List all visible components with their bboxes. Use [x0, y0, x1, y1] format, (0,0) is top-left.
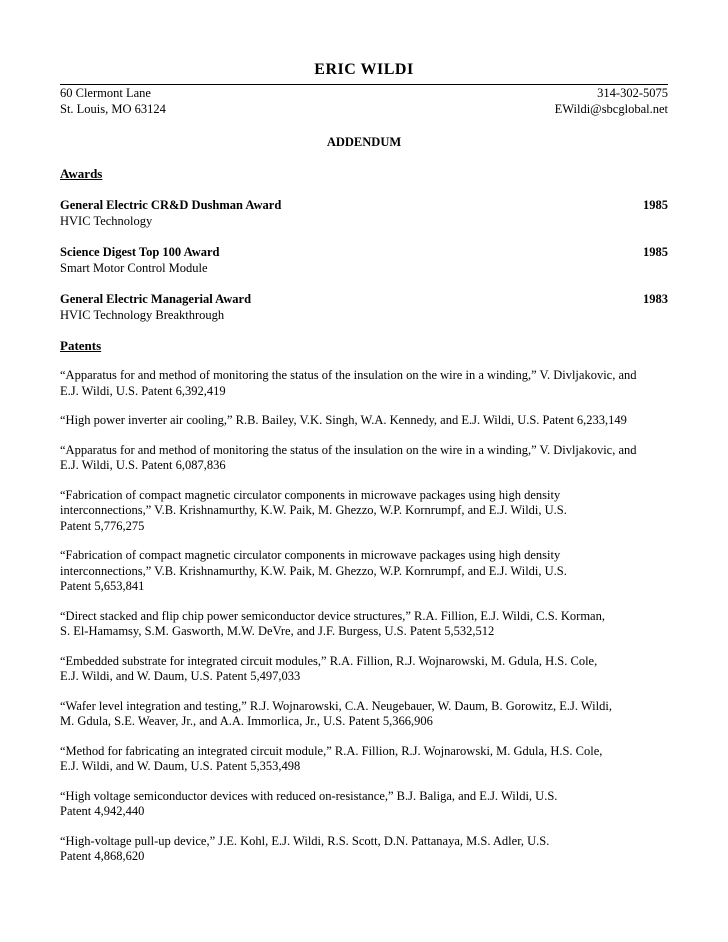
patent-text-line: “Apparatus for and method of monitoring the status of the insulation on the wire in a winding,” V. Divljakovic, and — [60, 442, 637, 457]
award-item — [60, 197, 668, 229]
patent-text-line: Patent 5,653,841 — [60, 579, 145, 593]
applicant-name: ERIC WILDI — [314, 61, 414, 78]
award-item — [60, 291, 668, 323]
patent-entry — [60, 443, 668, 474]
patent-entry — [60, 699, 668, 730]
patent-entry — [60, 609, 668, 640]
patents-section-title: Patents — [60, 338, 102, 353]
award-name: General Electric CR&D Dushman Award — [60, 198, 282, 212]
patent-text-line: M. Gdula, S.E. Weaver, Jr., and A.A. Immorlica, Jr., U.S. Patent 5,366,906 — [60, 714, 433, 728]
patent-text-line: “High voltage semiconductor devices with reduced on-resistance,” B.J. Baliga, and E.J. Wildi, U.S. — [60, 788, 558, 803]
patent-text-line: E.J. Wildi, U.S. Patent 6,392,419 — [60, 383, 226, 398]
contact-row-1 — [60, 85, 668, 101]
patent-text-line: “High power inverter air cooling,” R.B. Bailey, V.K. Singh, W.A. Kennedy, and E.J. Wildi, U.S. Patent 6,233,149 — [60, 413, 627, 427]
patent-entry — [60, 413, 668, 429]
patent-text-line: interconnections,” V.B. Krishnamurthy, K.W. Paik, M. Ghezzo, W.P. Kornrumpf, and E.J. Wildi, U.S. — [60, 563, 567, 578]
patent-text-line: E.J. Wildi, and W. Daum, U.S. Patent 5,353,498 — [60, 759, 301, 773]
patent-text-line: Patent 5,776,275 — [60, 518, 145, 533]
award-year: 1985 — [643, 198, 668, 212]
patent-text-line: “High-voltage pull-up device,” J.E. Kohl, E.J. Wildi, R.S. Scott, D.N. Pattanaya, M.S. Adler, U.S. — [60, 833, 550, 848]
award-description: HVIC Technology — [60, 214, 153, 228]
resume-page — [60, 60, 668, 865]
award-description: HVIC Technology Breakthrough — [60, 308, 225, 322]
award-item — [60, 244, 668, 276]
patent-text-line: “Apparatus for and method of monitoring the status of the insulation on the wire in a winding,” V. Divljakovic, and — [60, 368, 637, 382]
patent-text-line: “Method for fabricating an integrated circuit module,” R.A. Fillion, R.J. Wojnarowski, M. Gdula, H.S. Cole, — [60, 743, 603, 758]
award-name: General Electric Managerial Award — [60, 292, 252, 306]
awards-section-title: Awards — [60, 166, 103, 181]
patent-text-line: interconnections,” V.B. Krishnamurthy, K.W. Paik, M. Ghezzo, W.P. Kornrumpf, and E.J. Wildi, U.S. — [60, 503, 567, 517]
award-header — [60, 291, 668, 307]
contact-row-2 — [60, 101, 668, 117]
address-line-1: 60 Clermont Lane — [60, 86, 151, 100]
patent-entry — [60, 488, 668, 535]
patent-entry — [60, 548, 668, 595]
award-description: Smart Motor Control Module — [60, 261, 208, 275]
patent-entry — [60, 789, 668, 820]
patent-text-line: “Direct stacked and flip chip power semiconductor device structures,” R.A. Fillion, E.J. Wildi, C.S. Korman, — [60, 608, 605, 623]
patent-text-line: Patent 4,942,440 — [60, 804, 145, 818]
addendum-title: ADDENDUM — [326, 135, 402, 149]
patent-text-line: “Wafer level integration and testing,” R.J. Wojnarowski, C.A. Neugebauer, W. Daum, B. Gorowitz, E.J. Wildi, — [60, 698, 612, 713]
award-year: 1983 — [643, 292, 668, 306]
patent-text-line: E.J. Wildi, U.S. Patent 6,087,836 — [60, 458, 226, 472]
patent-text-line: E.J. Wildi, and W. Daum, U.S. Patent 5,497,033 — [60, 669, 301, 683]
patents-list — [60, 368, 668, 865]
award-header — [60, 244, 668, 260]
email-address: EWildi@sbcglobal.net — [554, 102, 668, 116]
patent-entry — [60, 654, 668, 685]
patent-text-line: S. El-Hamamsy, S.M. Gasworth, M.W. DeVre, and J.F. Burgess, U.S. Patent 5,532,512 — [60, 624, 495, 638]
phone-number: 314-302-5075 — [597, 86, 668, 100]
awards-list — [60, 197, 668, 323]
patent-entry — [60, 834, 668, 865]
award-name: Science Digest Top 100 Award — [60, 245, 220, 259]
patent-entry — [60, 368, 668, 399]
patent-text-line: “Embedded substrate for integrated circuit modules,” R.A. Fillion, R.J. Wojnarowski, M. Gdula, H.S. Cole, — [60, 653, 598, 668]
award-header — [60, 197, 668, 213]
patent-entry — [60, 744, 668, 775]
patent-text-line: “Fabrication of compact magnetic circulator components in microwave packages using high density — [60, 487, 561, 502]
award-year: 1985 — [643, 245, 668, 259]
patent-text-line: Patent 4,868,620 — [60, 849, 145, 863]
address-line-2: St. Louis, MO 63124 — [60, 102, 166, 116]
patent-text-line: “Fabrication of compact magnetic circulator components in microwave packages using high density — [60, 548, 561, 562]
